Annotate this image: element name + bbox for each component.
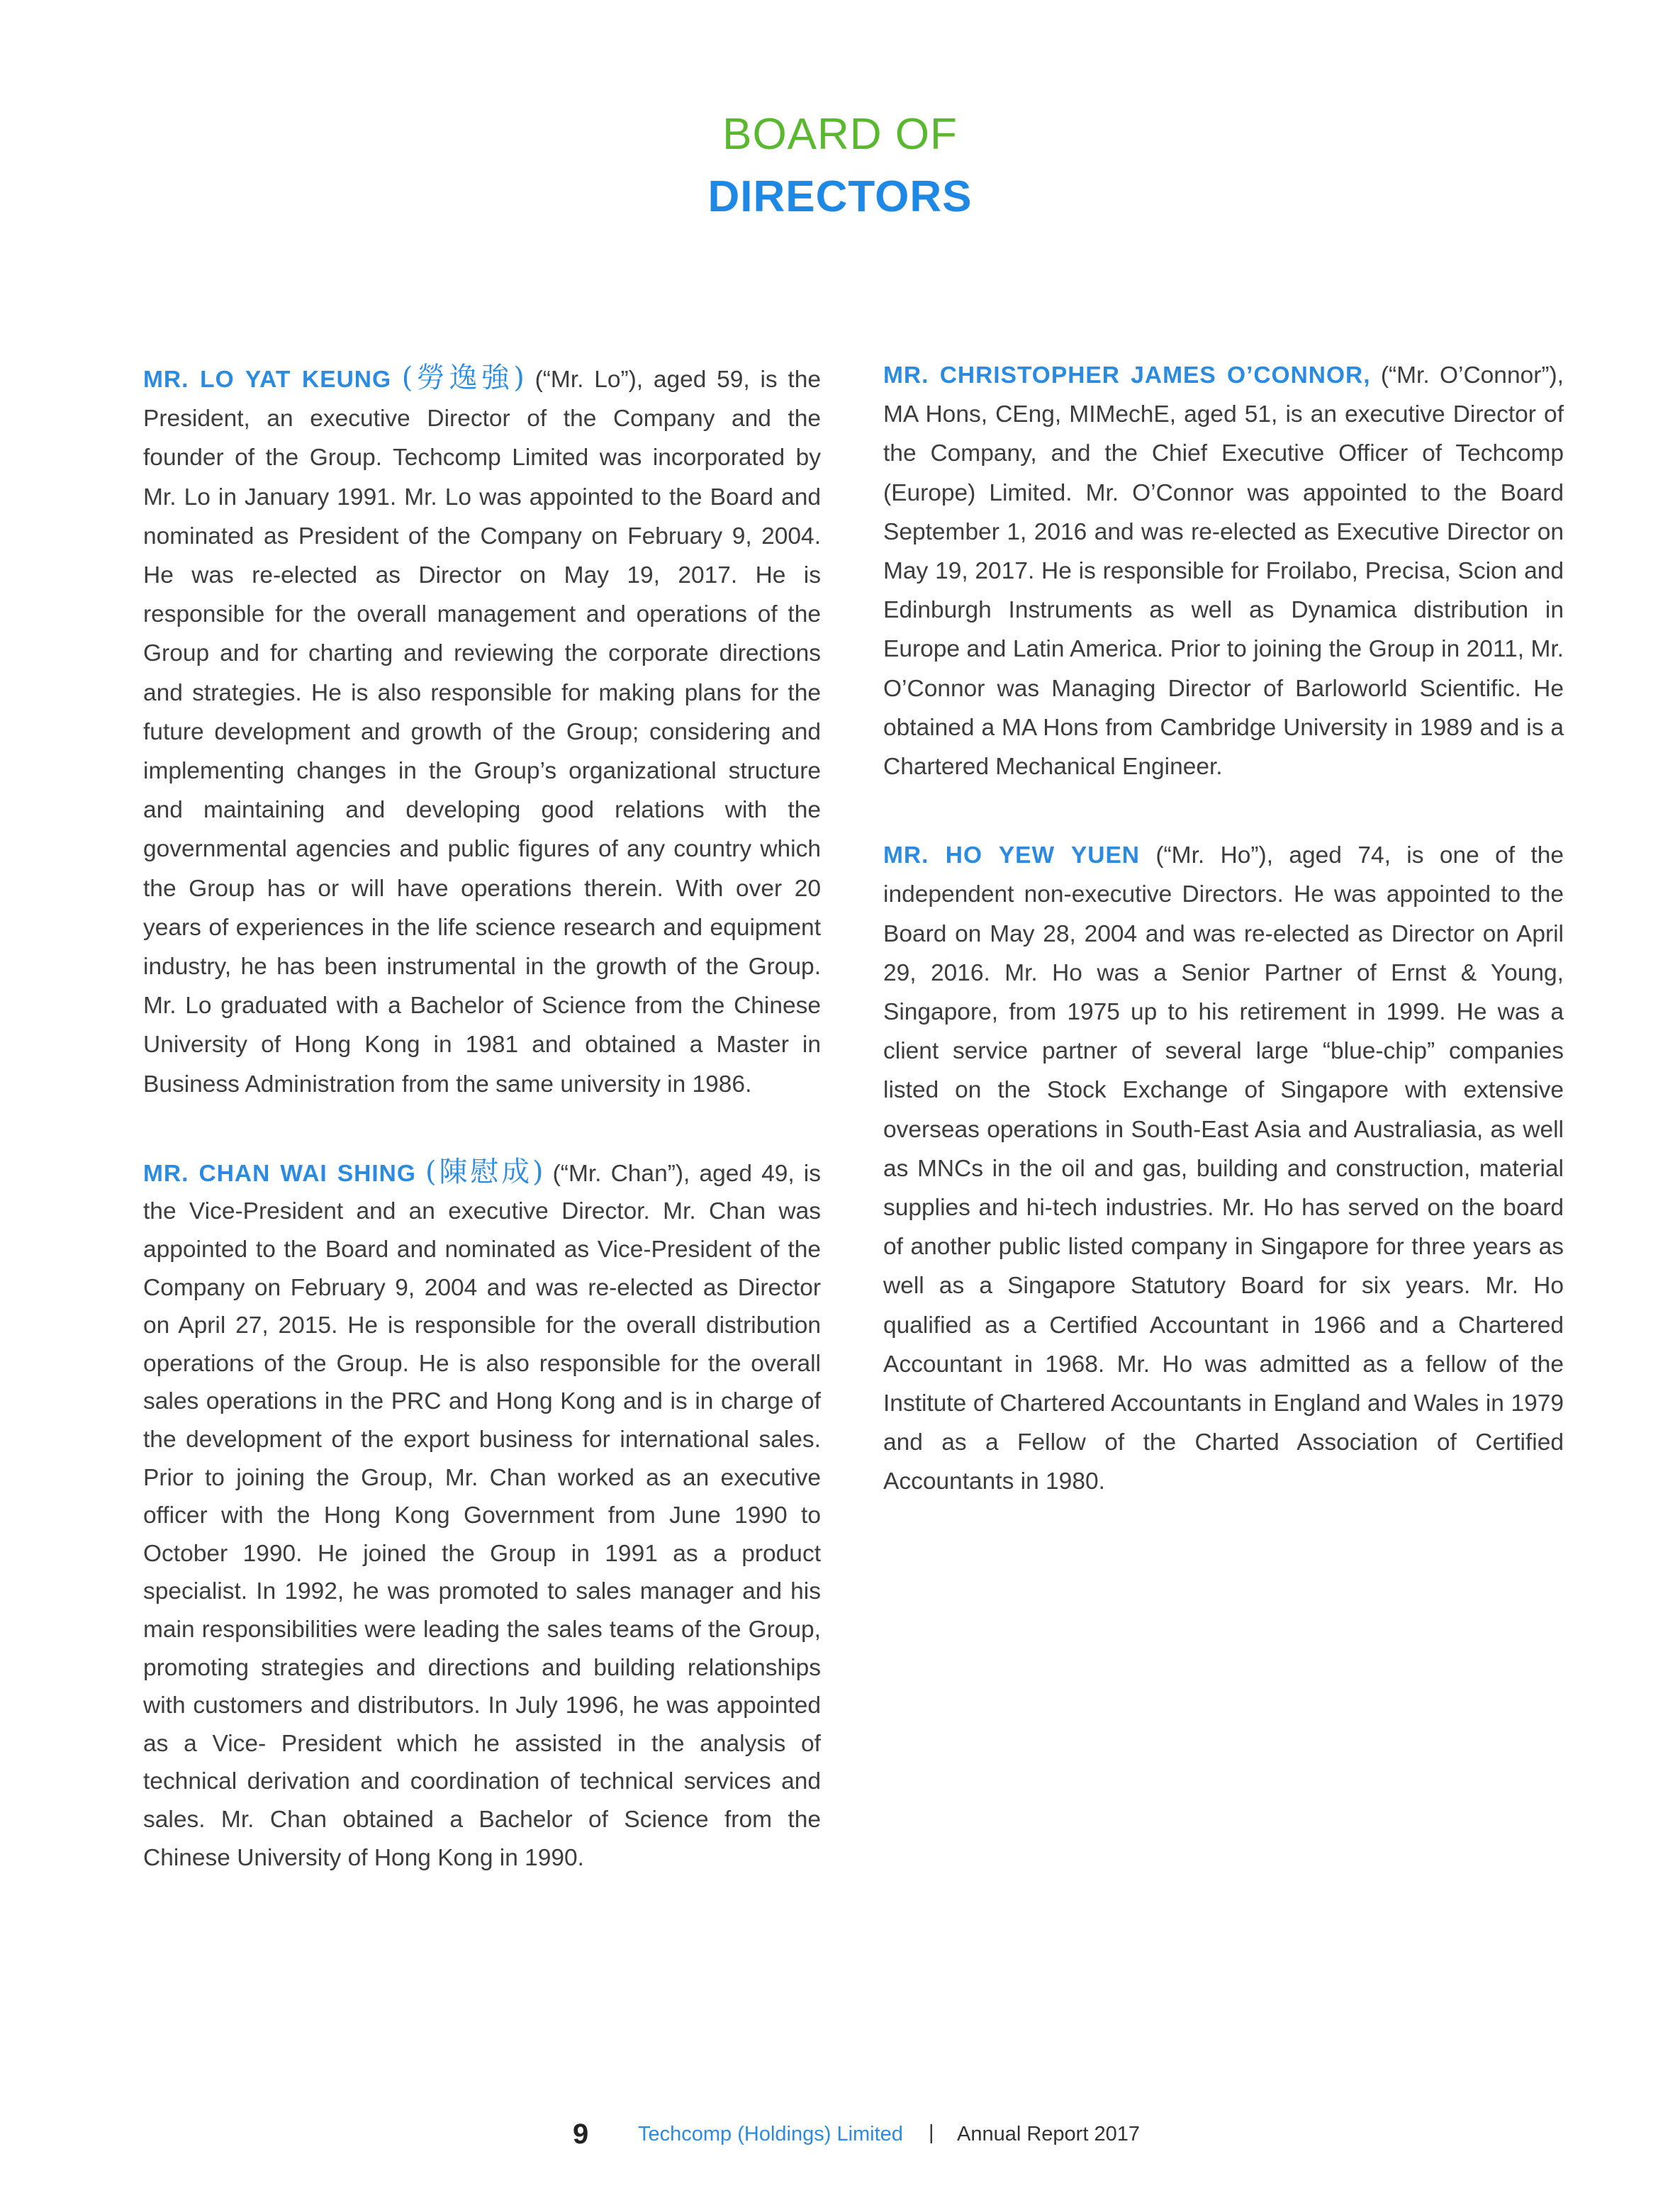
director-name-ho: MR. HO YEW YUEN: [883, 842, 1140, 869]
title-line-board-of: BOARD OF: [722, 110, 958, 159]
footer-report-title: Annual Report 2017: [957, 2123, 1140, 2145]
director-chinese-name-chan: (陳慰成): [425, 1155, 544, 1188]
director-text-chan: (“Mr. Chan”), aged 49, is the Vice-President and an executive Director. Mr. Chan was appointed to the Board and nominated as Vice-President of the Company on February 9, 2004 and was re-elected as Director on April 27, 2015. He is responsible for the overall distribution operations of the Group. He is also responsible for the overall sales operations in the PRC and Hong Kong and is in charge of the development of the export business for international sales. Prior to joining the Group, Mr. Chan worked as an executive officer with the Hong Kong Government from June 1990 to October 1990. He joined the Group in 1991 as a product specialist. In 1992, he was promoted to sales manager and his main responsibilities were leading the sales teams of the Group, promoting strategies and directions and building relationships with customers and distributors. In July 1996, he was appointed as a Vice- President which he assisted in the analysis of technical derivation and coordination of technical services and sales. Mr. Chan obtained a Bachelor of Science from the Chinese University of Hong Kong in 1990.: [143, 1160, 821, 1871]
director-name-oconnor: MR. CHRISTOPHER JAMES O’CONNOR,: [883, 362, 1371, 389]
footer-company-name: Techcomp (Holdings) Limited: [638, 2123, 903, 2145]
footer-separator: |: [929, 2121, 934, 2144]
page-footer: [0, 2119, 1680, 2154]
left-column: [143, 359, 821, 1877]
right-column: [883, 356, 1564, 1502]
page-number: 9: [573, 2119, 589, 2150]
title-line-directors: DIRECTORS: [707, 172, 973, 221]
director-bio-lo: [143, 359, 821, 1104]
director-chinese-name-lo: (勞逸強): [401, 362, 525, 394]
director-name-chan: MR. CHAN WAI SHING: [143, 1160, 416, 1187]
director-text-lo: (“Mr. Lo”), aged 59, is the President, an executive Director of the Company and the founder of the Group. Techcomp Limited was incorporated by Mr. Lo in January 1991. Mr. Lo was appointed to the Board and nominated as President of the Company on February 9, 2004. He was re-elected as Director on May 19, 2017. He is responsible for the overall management and operations of the Group and for charting and reviewing the corporate directions and strategies. He is also responsible for making plans for the future development and growth of the Group; considering and implementing changes in the Group’s organizational structure and maintaining and developing good relations with the governmental agencies and public figures of any country which the Group has or will have operations therein. With over 20 years of experiences in the life science research and equipment industry, he has been instrumental in the growth of the Group. Mr. Lo graduated with a Bachelor of Science from the Chinese University of Hong Kong in 1981 and obtained a Master in Business Administration from the same university in 1986.: [143, 367, 821, 1098]
director-bio-oconnor: [883, 356, 1564, 786]
director-text-oconnor: (“Mr. O’Connor”), MA Hons, CEng, MIMechE, aged 51, is an executive Director of the Company, and the Chief Executive Officer of Techcomp (Europe) Limited. Mr. O’Connor was appointed to the Board September 1, 2016 and was re-elected as Executive Director on May 19, 2017. He is responsible for Froilabo, Precisa, Scion and Edinburgh Instruments as well as Dynamica distribution in Europe and Latin America. Prior to joining the Group in 2011, Mr. O’Connor was Managing Director of Barloworld Scientific. He obtained a MA Hons from Cambridge University in 1989 and is a Chartered Mechanical Engineer.: [883, 362, 1564, 781]
director-text-ho: (“Mr. Ho”), aged 74, is one of the independent non-executive Directors. He was appointed to the Board on May 28, 2004 and was re-elected as Director on April 29, 2016. Mr. Ho was a Senior Partner of Ernst & Young, Singapore, from 1975 up to his retirement in 1999. He was a client service partner of several large “blue-chip” companies listed on the Stock Exchange of Singapore with extensive overseas operations in South-East Asia and Australiasia, as well as MNCs in the oil and gas, building and construction, material supplies and hi-tech industries. Mr. Ho has served on the board of another public listed company in Singapore for three years as well as a Singapore Statutory Board for six years. Mr. Ho qualified as a Certified Accountant in 1966 and a Chartered Accountant in 1968. Mr. Ho was admitted as a fellow of the Institute of Chartered Accountants in England and Wales in 1979 and as a Fellow of the Charted Association of Certified Accountants in 1980.: [883, 842, 1564, 1495]
director-bio-ho: [883, 836, 1564, 1501]
director-name-lo: MR. LO YAT KEUNG: [143, 367, 392, 393]
page-title: [0, 105, 1680, 230]
director-bio-chan: [143, 1154, 821, 1877]
